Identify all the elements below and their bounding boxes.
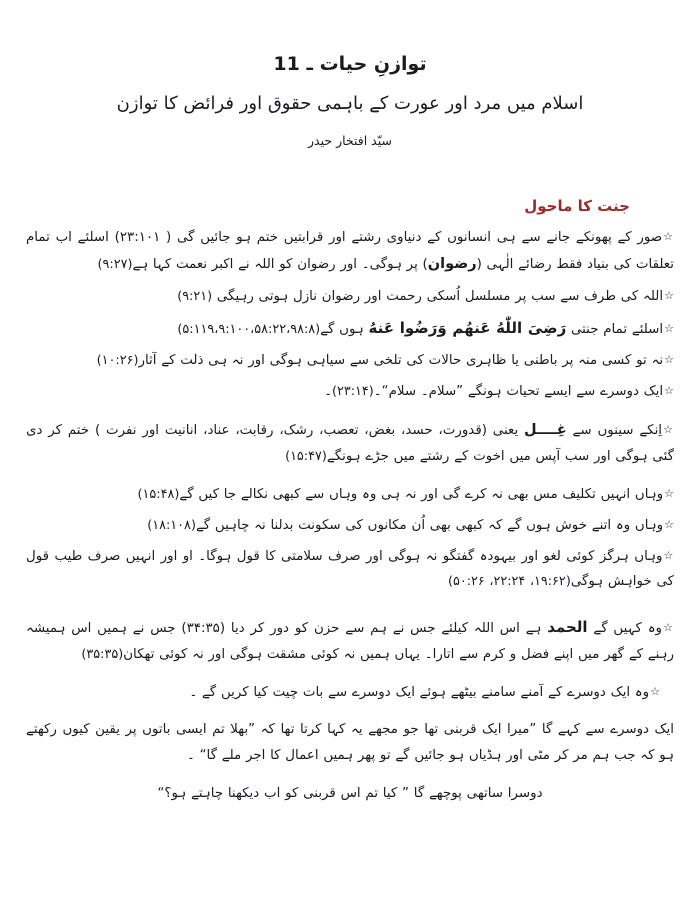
- list-item: [26, 544, 674, 595]
- star-bullet-icon: ☆: [650, 684, 660, 698]
- list-item: [26, 379, 674, 405]
- page-subtitle: اسلام میں مرد اور عورت کے باہمی حقوق اور فرائض کا توازن: [116, 92, 584, 114]
- quran-reference: (۲۳:۱۴): [331, 383, 374, 399]
- quran-reference: (۹:۲۷): [97, 256, 133, 272]
- star-bullet-icon: ☆: [663, 422, 674, 436]
- list-item-text-after: ہوں گے: [320, 322, 364, 338]
- quran-reference: (۱۸:۱۰۸): [147, 517, 196, 533]
- list-item: [26, 680, 674, 706]
- list-item-text: اللہ کی طرف سے سب پر مسلسل اُسکی رحمت اور رضوان نازل ہوتی رہیگی: [216, 288, 664, 304]
- quran-reference: (۱۵:۴۸): [137, 487, 180, 503]
- star-bullet-icon: ☆: [664, 353, 674, 367]
- quran-reference: (۹:۲۱): [177, 288, 213, 304]
- star-bullet-icon: ☆: [664, 517, 674, 531]
- list-item-text: وہ کہیں گے: [593, 621, 663, 637]
- quran-reference: (۱۵:۴۷): [285, 449, 327, 465]
- list-item: [26, 482, 674, 508]
- list-item-text-after: ہے اس اللہ کیلئے جس نے ہم سے حزن کو دور کر دیا (۳۴:۳۵) جس نے ہمیں اس ہمیشہ رہنے کے گھر میں اپنے فضل و کرم سے اتارا۔ یہاں ہمیں نہ کوئی مشقت ہوگی اور نہ کوئی تھکان: [26, 621, 674, 662]
- star-bullet-icon: ☆: [664, 383, 674, 397]
- author-name: سیّد افتخار حیدر: [308, 133, 392, 149]
- list-item: [26, 284, 674, 310]
- list-item-text: وہاں وہ اتنے خوش ہوں گے کہ کبھی بھی اُن مکانوں کی سکونت بدلنا نہ چاہیں گے: [195, 517, 664, 533]
- list-item-emphasis: غِــــل: [524, 421, 567, 438]
- quran-reference: (۱۰:۲۶): [96, 353, 139, 369]
- list-item-text: وہاں انہیں تکلیف مس بھی نہ کرے گی اور نہ ہی وہ وہاں سے کبھی نکالے جا کیں گے: [179, 487, 664, 503]
- list-item-text: اسلئے تمام جنتی: [570, 322, 664, 338]
- list-item-text: صور کے پھونکے جانے سے ہی انسانوں کے دنیاوی رشتے اور قرابتیں ختم ہو جائیں گی ( ۲۳:۱۰۱) اسلئے اب تمام تعلقات کی بنیاد فقط رضائے الٰہی (: [26, 230, 674, 272]
- list-item: [26, 417, 674, 471]
- list-item-text-after: ) پر ہوگی۔ اور رضوان کو اللہ نے اکبر نعمت کہا ہے: [132, 256, 428, 272]
- star-bullet-icon: ☆: [664, 288, 674, 302]
- list-item: [26, 348, 674, 374]
- closing-paragraph-2: دوسرا ساتھی پوچھے گا ” کیا تم اس قربنی کو اب دیکھنا چاہتے ہو؟“: [157, 785, 543, 801]
- star-bullet-icon: ☆: [664, 487, 674, 501]
- list-item: [26, 314, 674, 343]
- list-item: [26, 513, 674, 539]
- closing-paragraph-1: ایک دوسرے سے کہے گا ”میرا ایک قربنی تھا جو مجھے یہ کہا کرتا تھا کہ ”بھلا تم ایسی باتوں پر یقین کیوں رکھتے ہو کہ جب ہم مر کر مٹی اور ہڈیاں ہو جائیں گے تو پھر ہمیں اعمال کا اجر ملے گا“ ۔: [26, 722, 674, 764]
- list-item: [26, 225, 674, 279]
- star-bullet-icon: ☆: [663, 548, 674, 562]
- quran-reference: (۳۵:۳۵): [81, 646, 124, 662]
- title-block: [26, 50, 674, 151]
- star-bullet-icon: ☆: [663, 621, 674, 635]
- section-heading: جنت کا ماحول: [524, 197, 630, 216]
- quran-reference: (۵:۱۱۹،۹:۱۰۰،۵۸:۲۲،۹۸:۸): [177, 322, 321, 338]
- list-item-text: وہاں ہرگز کوئی لغو اور بیہودہ گفتگو نہ ہوگی اور صرف سلامتی کا قول ہوگا۔ او اور انہیں صرف طیب قول کی خواہش ہوگی: [26, 548, 674, 590]
- list-item-emphasis: رضوان: [427, 255, 477, 272]
- list-item: [26, 613, 674, 668]
- star-bullet-icon: ☆: [663, 230, 674, 244]
- list-item-text: ایک دوسرے سے ایسے تحیات ہونگے ”سلام۔ سلام“۔: [373, 383, 664, 399]
- body-content: [26, 225, 674, 807]
- arabic-quotation: رَضِیَ اللّٰهُ عَنهُم وَرَضُوا عَنهُ: [368, 319, 567, 338]
- list-item-emphasis: الحمد: [547, 618, 588, 637]
- quran-reference: (۱۹:۶۲، ۲۲:۲۴، ۵۰:۲۶): [447, 574, 571, 590]
- page-title: توازنِ حیات ـ 11: [273, 53, 427, 75]
- list-item-terminator: ۔: [324, 383, 332, 399]
- list-item-text: وہ ایک دوسرے کے آمنے سامنے بیٹھے ہوئے ایک دوسرے سے بات چیت کیا کریں گے ۔: [189, 684, 650, 700]
- list-item-text: اِنکے سینوں سے: [572, 422, 663, 438]
- star-bullet-icon: ☆: [664, 322, 674, 336]
- list-item-text: نہ تو کسی منہ پر باطنی یا ظاہری حالات کی تلخی سے سیاہی ہوگی اور نہ ہی ذلت کے آثار: [138, 353, 664, 369]
- list-item-text-after: یعنی (قدورت، حسد، بغض، تعصب، رشک، رقابت، عناد، انانیت اور نفرت ) ختم کر دی گئی ہوگی اور سب آپس میں اخوت کے رشتے میں جڑے ہونگے: [26, 422, 674, 465]
